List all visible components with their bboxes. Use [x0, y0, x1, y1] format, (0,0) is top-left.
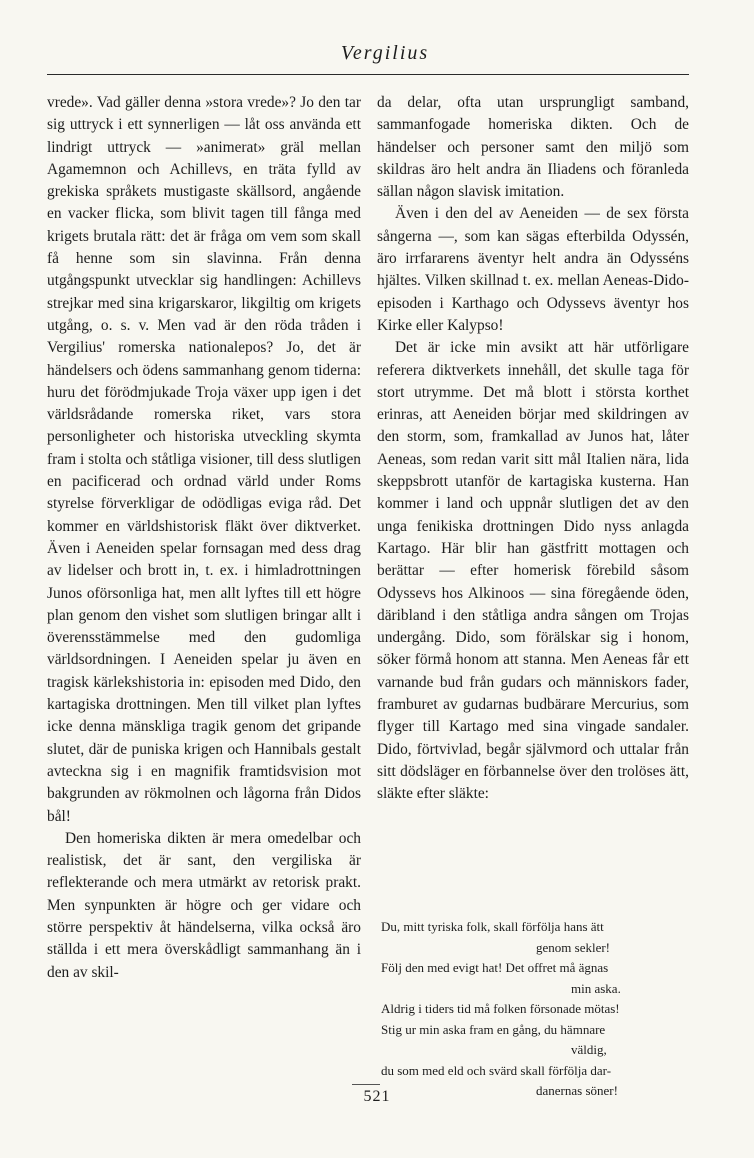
poem-line: Du, mitt tyriska folk, skall förfölja hans ätt: [381, 919, 604, 934]
paragraph: Det är icke min avsikt att här utförligare referera diktverkets innehåll, det skulle taga för stort utrymme. Det må blott i största korthet erinras, att Aeneiden börjar med skildringen av den storm, som, framkallad av Junos hat, låter Aeneas, som redan varit sitt mål Italien nära, lida skeppsbrott utanför de kartagiska kusterna. Han kommer i land och uppnår slutligen det av den unga fenikiska drottningen Dido nyss anlagda Kartago. Här blir han gästfritt mottagen och berättar — efter homerisk förebild såsom Odyssevs hos Alkinoos — sina föregående öden, däribland i den ståtliga andra sången om Trojas undergång. Dido, som förälskar sig i honom, söker förmå honom att stanna. Men Aeneas får ett varnande bud från gudars och människors fader, framburet av gudarnas budbärare Mercurius, som flyger till Kartago med sina vingade sandaler. Dido, förtvivlad, begår självmord och uttalar från sitt dödsläger en förbannelse över den trolöses ätt, släkte efter släkte:: [377, 339, 689, 803]
paragraph: vrede». Vad gäller denna »stora vrede»? Jo den tar sig uttryck i ett synnerligen — låt oss använda ett lindrigt uttryck — »animerat» gräl mellan Agamemnon och Achillevs, en träta fylld av grekiska språkets mustigaste skällsord, angående en vacker flicka, som blivit tagen till fånga med krigets brutala rätt: det är fråga om vem som skall få henne som sin slavinna. Från denna utgångspunkt utvecklar sig handlingen: Achillevs strejkar med sina krigarskaror, likgiltig om krigets utgång, o. s. v. Men vad är den röda tråden i Vergilius' romerska nationalepos? Jo, det är händelsers och ödens sammanhang genom tiderna: huru det förödmjukade Troja växer upp igen i det världsrådande romerska riket, vars stora personligheter och historiska utveckling skymta fram i stolta och ståtliga visioner, till dess slutligen en pacificerad och ordnad värld under Roms styrelse förverkligar de odödligas eviga råd. Det kommer en världshistorisk fläkt över diktverket. Även i Aeneiden spelar fornsagan med dess drag av lidelser och brott in, t. ex. i himladrottningen Junos oförsonliga hat, men allt lyftes till ett högre plan genom den vishet som slutligen bringar allt i överensstämmelse med den gudomliga världsordningen. I Aeneiden spelar ju även en tragisk kärlekshistoria in: episoden med Dido, den kartagiska drottningen. Men till vilket plan lyftes icke denna mänskliga tragik genom det gripande slutet, där de puniska krigen och Hannibals gestalt avteckna sig i en magnifik framtidsvision mot bakgrunden av rökmolnen och lågorna från Didos bål!: [47, 94, 361, 825]
poem-line: genom sekler!: [536, 939, 611, 955]
poem-line: min aska.: [571, 980, 621, 996]
poem-line: Följ den med evigt hat! Det offret må ägnas: [381, 960, 609, 975]
poem-line: väldig,: [571, 1042, 607, 1057]
page-number: 521: [363, 1088, 391, 1105]
paragraph: Den homeriska dikten är mera omedelbar och realistisk, det är sant, den vergiliska är reflekterande och mera utmärkt av retorisk prakt. Men synpunkten är högre och ger vidare och större perspektiv åt händelserna, vilka också äro ställda i ett mera överskådligt sammanhang än i den av skil-: [47, 829, 361, 981]
left-column: [47, 92, 361, 984]
poem-quote: [381, 917, 693, 1102]
paragraph: Även i den del av Aeneiden — de sex första sångerna —, som kan sägas efterbilda Odyssén, äro irrfararens äventyr helt andra än Odysséns hjältes. Vilken skillnad t. ex. mellan Aeneas-Dido-episoden i Karthago och Odyssevs äventyr hos Kirke eller Kalypso!: [377, 205, 689, 334]
paragraph: da delar, ofta utan ursprungligt samband, sammanfogade homeriska dikten. Och de händelser och personer samt den miljö som skildras äro helt andra än Iliadens och föranleda sällan någon slavisk imitation.: [377, 94, 689, 201]
poem-line: danernas söner!: [536, 1083, 618, 1098]
running-head: Vergilius: [340, 42, 430, 64]
poem-line: Stig ur min aska fram en gång, du hämnare: [381, 1021, 606, 1037]
right-column: [377, 92, 689, 806]
footer-rule: [352, 1084, 380, 1085]
page-header: [0, 42, 754, 65]
poem-line: Aldrig i tiders tid må folken försonade mötas!: [381, 1001, 620, 1016]
header-rule: [47, 74, 689, 75]
poem-line: du som med eld och svärd skall förfölja dar-: [381, 1062, 612, 1078]
